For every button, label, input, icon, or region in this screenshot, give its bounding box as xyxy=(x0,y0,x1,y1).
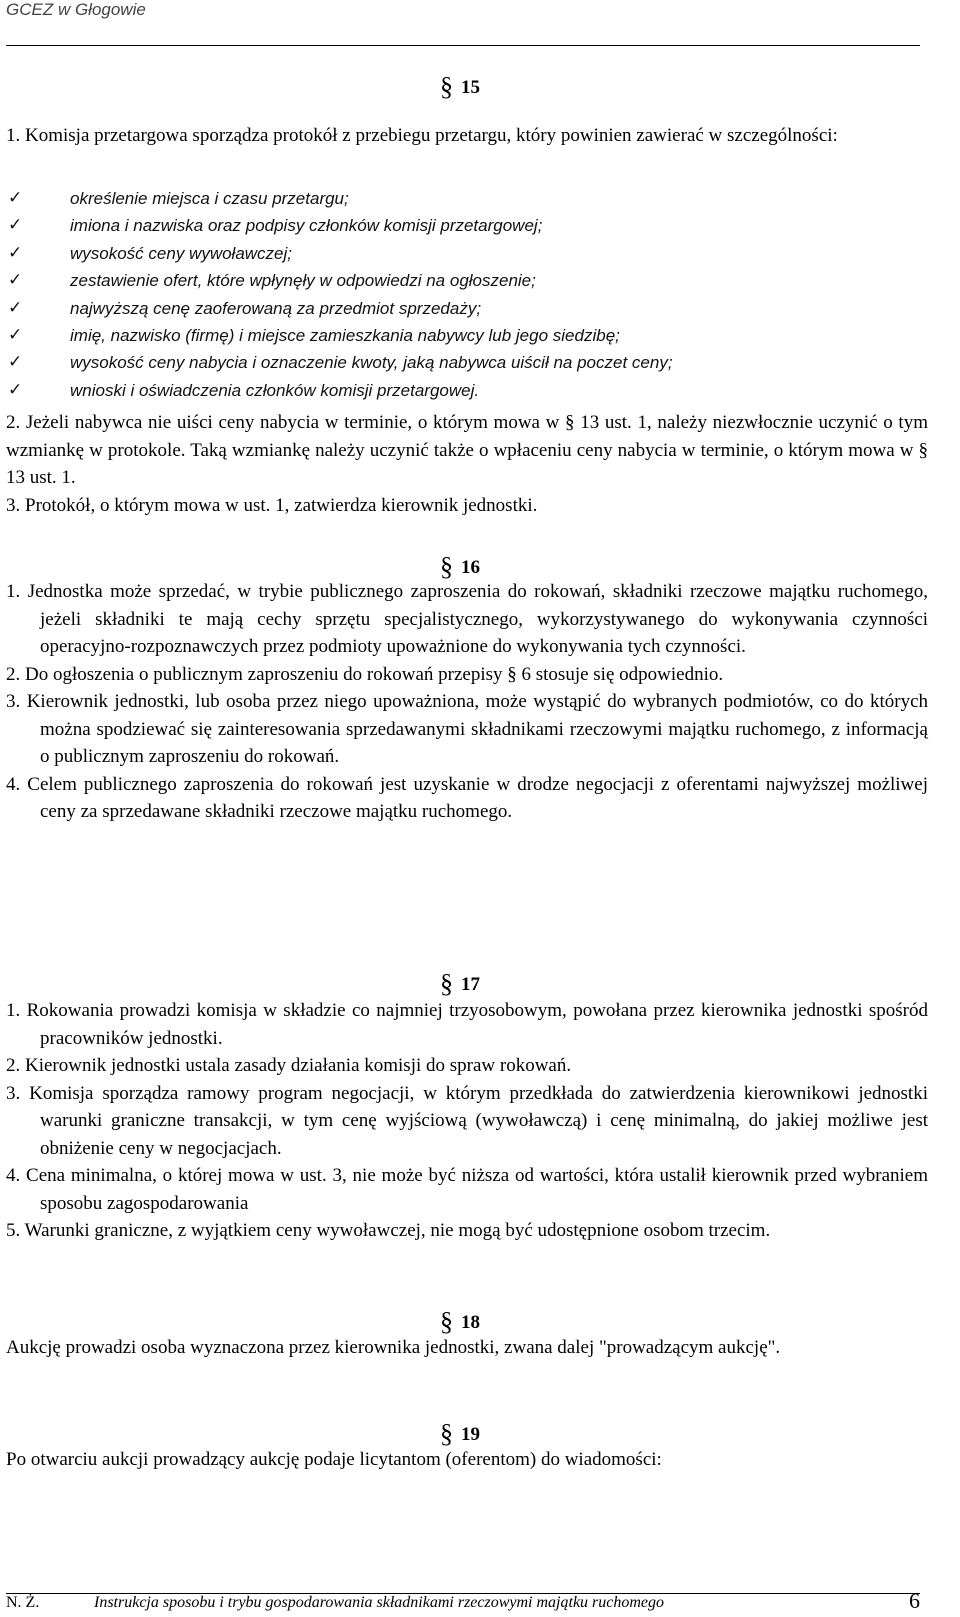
footer-document-title: Instrukcja sposobu i trybu gospodarowania składnikami rzeczowymi majątku ruchomego xyxy=(94,1594,665,1611)
section-number: 18 xyxy=(461,1312,480,1333)
section-heading-19 xyxy=(440,1417,480,1447)
section-number: 15 xyxy=(461,77,480,98)
checklist-item-text: wysokość ceny wywoławczej; xyxy=(70,243,293,263)
section-15-body xyxy=(6,409,928,519)
section-sign: § xyxy=(440,1307,453,1336)
section-17-body xyxy=(6,997,928,1245)
section-sign: § xyxy=(440,969,453,998)
checkmark-icon: ✓ xyxy=(8,215,23,236)
paragraph: 1. Komisja przetargowa sporządza protokół z przebiegu przetargu, który powinien zawierać w szczególności: xyxy=(6,125,838,146)
section-16-body xyxy=(6,578,928,826)
checklist-item-text: imiona i nazwiska oraz podpisy członków komisji przetargowej; xyxy=(70,216,543,236)
section-number: 19 xyxy=(461,1424,480,1445)
checkmark-icon: ✓ xyxy=(8,379,23,400)
checklist-item-text: określenie miejsca i czasu przetargu; xyxy=(70,189,349,208)
checklist-item-text: wysokość ceny nabycia i oznaczenie kwoty, jaką nabywca uiścił na poczet ceny; xyxy=(70,353,673,373)
section-heading-18 xyxy=(440,1305,480,1335)
paragraph: 2. Jeżeli nabywca nie uiści ceny nabycia w terminie, o którym mowa w § 13 ust. 1, należy niezwłocznie uczynić o tym wzmiankę w protokole. Taką wzmiankę należy uczynić także o wpłaceniu ceny nabycia w terminie, o którym mowa w § 13 ust. 1. xyxy=(6,412,928,488)
page-number: 6 xyxy=(909,1588,920,1613)
paragraph: 4. Celem publicznego zaproszenia do rokowań jest uzyskanie w drodze negocjacji z oferentami najwyższej możliwej ceny za sprzedawane składniki rzeczowe majątku ruchomego. xyxy=(6,773,928,822)
section-sign: § xyxy=(440,72,453,101)
checkmark-icon: ✓ xyxy=(8,242,23,263)
checklist-item xyxy=(6,322,928,349)
checklist-item xyxy=(6,377,928,404)
section-15-intro xyxy=(6,122,928,150)
paragraph: 1. Rokowania prowadzi komisja w składzie co najmniej trzyosobowym, powołana przez kierownika jednostki spośród pracowników jednostki. xyxy=(6,1000,928,1049)
checkmark-icon: ✓ xyxy=(8,325,23,346)
protocol-contents-checklist xyxy=(6,185,928,404)
paragraph: 1. Jednostka może sprzedać, w trybie publicznego zaproszenia do rokowań, składniki rzeczowe majątku ruchomego, jeżeli składniki te mają cechy sprzętu specjalistycznego, wykorzystywanego do wykonywania czynności operacyjno-rozpoznawczych przez podmioty upoważnione do wykonywania tych czynności. xyxy=(6,581,928,657)
footer-initials: N. Ż. xyxy=(6,1594,40,1611)
section-heading-15 xyxy=(440,70,480,100)
checklist-item-text: zestawienie ofert, które wpłynęły w odpowiedzi na ogłoszenie; xyxy=(70,271,536,291)
paragraph: 2. Do ogłoszenia o publicznym zaproszeniu do rokowań przepisy § 6 stosuje się odpowiednio. xyxy=(6,663,724,685)
section-number: 16 xyxy=(461,557,480,578)
checkmark-icon: ✓ xyxy=(8,297,23,318)
section-heading-16 xyxy=(440,550,480,580)
checklist-item xyxy=(6,212,928,239)
section-sign: § xyxy=(440,552,453,581)
checklist-item xyxy=(6,295,928,322)
checkmark-icon: ✓ xyxy=(8,270,23,291)
checklist-item-text: najwyższą cenę zaoferowaną za przedmiot sprzedaży; xyxy=(70,298,482,318)
checklist-item xyxy=(6,267,928,294)
checklist-item xyxy=(6,185,928,212)
checkmark-icon: ✓ xyxy=(8,188,23,208)
header-rule xyxy=(6,45,920,46)
paragraph: Po otwarciu aukcji prowadzący aukcję podaje licytantom (oferentom) do wiadomości: xyxy=(6,1449,662,1470)
paragraph: 3. Kierownik jednostki, lub osoba przez niego upoważniona, może wystąpić do wybranych podmiotów, co do których można spodziewać się zainteresowania sprzedawanymi składnikami rzeczowymi majątku ruchomego, z informacją o publicznym zaproszeniu do rokowań. xyxy=(6,691,928,767)
checklist-item xyxy=(6,349,928,376)
paragraph: 3. Protokół, o którym mowa w ust. 1, zatwierdza kierownik jednostki. xyxy=(6,494,538,516)
section-18-body xyxy=(6,1334,928,1362)
paragraph: 3. Komisja sporządza ramowy program negocjacji, w którym przedkłada do zatwierdzenia kierownikowi jednostki warunki graniczne transakcji, w tym cenę wyjściową (wywoławczą) i cenę minimalną, do jakiej możliwe jest obniżenie ceny w negocjacjach. xyxy=(6,1082,928,1159)
checkmark-icon: ✓ xyxy=(8,352,23,373)
checklist-item-text: imię, nazwisko (firmę) i miejsce zamieszkania nabywcy lub jego siedzibę; xyxy=(70,326,620,346)
section-19-body xyxy=(6,1446,928,1474)
paragraph: 2. Kierownik jednostki ustala zasady działania komisji do spraw rokowań. xyxy=(6,1055,572,1076)
checklist-item-text: wnioski i oświadczenia członków komisji przetargowej. xyxy=(70,380,480,400)
section-sign: § xyxy=(440,1419,453,1448)
section-number: 17 xyxy=(461,974,480,995)
paragraph: 5. Warunki graniczne, z wyjątkiem ceny wywoławczej, nie mogą być udostępnione osobom trzecim. xyxy=(6,1220,771,1241)
section-heading-17 xyxy=(440,967,480,997)
checklist-item xyxy=(6,240,928,267)
running-header-title: GCEZ w Głogowie xyxy=(6,0,146,19)
paragraph: 4. Cena minimalna, o której mowa w ust. 3, nie może być niższa od wartości, która ustalił kierownik przed wybraniem sposobu zagospodarowania xyxy=(6,1165,928,1214)
page-footer xyxy=(6,1588,920,1616)
paragraph: Aukcję prowadzi osoba wyznaczona przez kierownika jednostki, zwana dalej "prowadzącym aukcję". xyxy=(6,1337,781,1358)
